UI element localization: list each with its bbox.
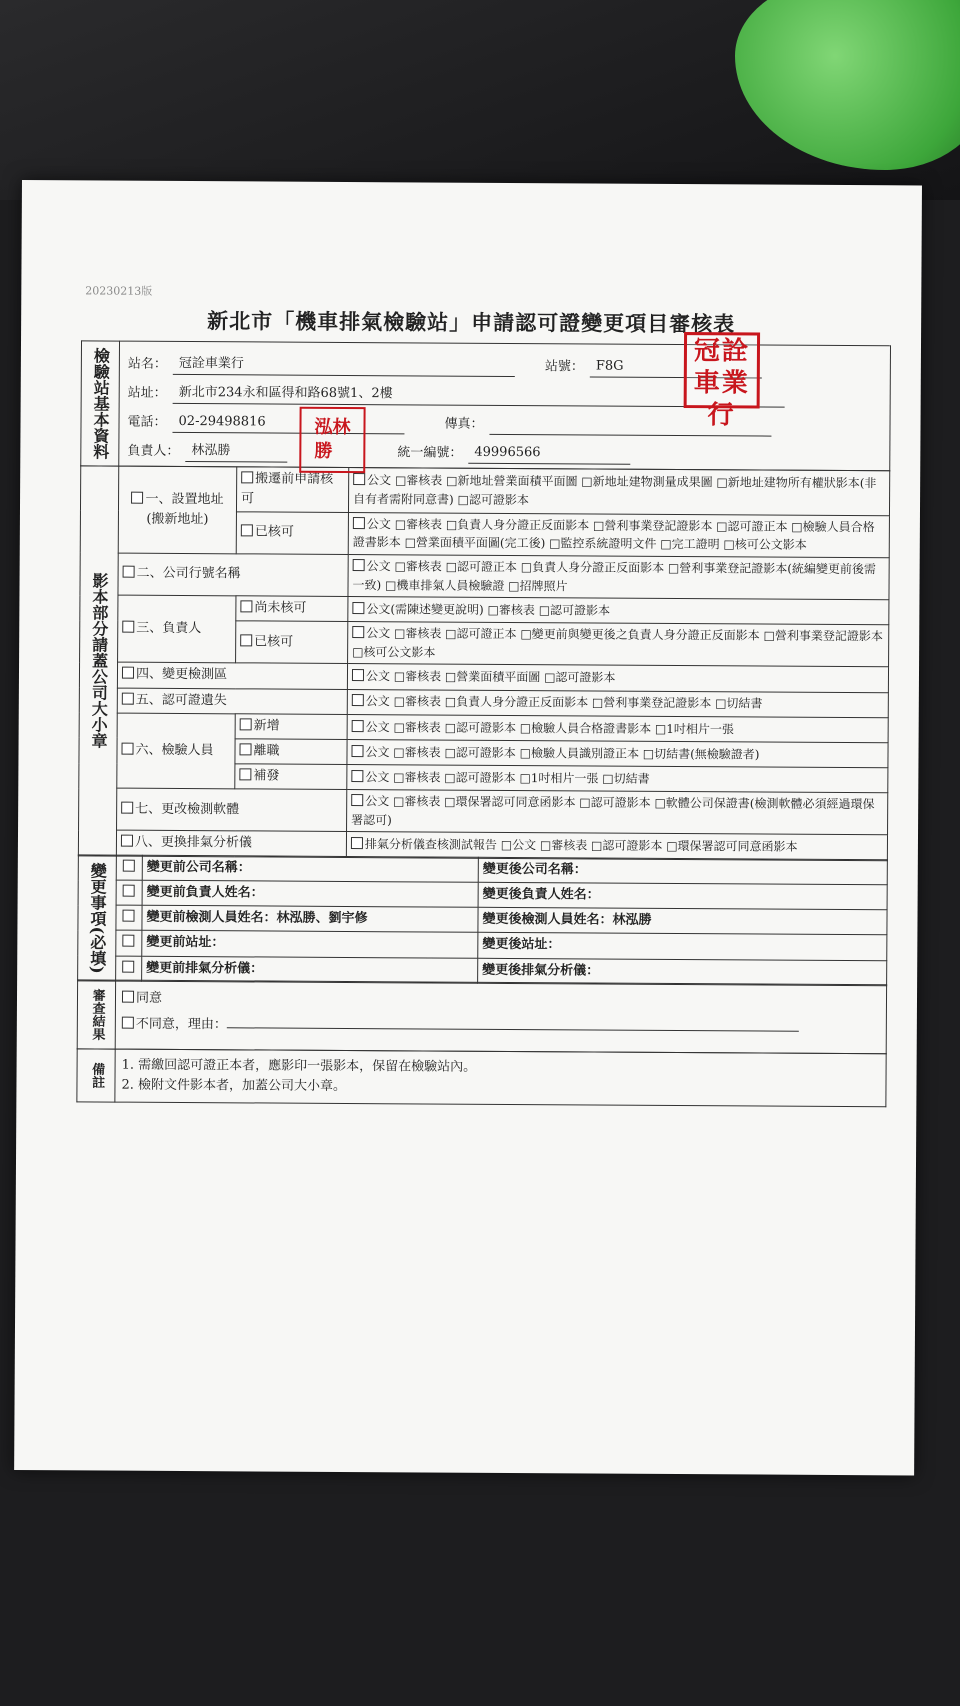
item-6a-cell [235, 714, 347, 740]
disagree-label: 不同意，理由： [135, 1016, 227, 1033]
owner-seal-stamp: 泓林 勝 [299, 407, 365, 473]
change-after[interactable]: 變更後公司名稱： [478, 857, 887, 885]
item-1a-checkbox[interactable] [241, 471, 253, 483]
address-label: 站址： [127, 385, 167, 401]
item-6c-docs: 公文 □審核表 □認可證影本 □1吋相片一張 □切結書 [365, 769, 650, 786]
address-value[interactable]: 新北市234永和區得和路68號1、2樓 [173, 383, 785, 408]
change-row-checkbox[interactable] [122, 885, 134, 897]
notes-table [76, 1048, 886, 1107]
item-3-checkbox[interactable] [122, 621, 134, 633]
item-6c-docs-cell [347, 765, 888, 793]
doc-checkbox[interactable] [351, 770, 363, 782]
item-2-label: 二、公司行號名稱 [136, 566, 241, 582]
item-4-checkbox[interactable] [122, 667, 134, 679]
change-row-checkbox[interactable] [122, 910, 134, 922]
notes-section-label: 備註 [77, 1049, 115, 1102]
item-2-checkbox[interactable] [123, 566, 135, 578]
item-1a-docs-cell [348, 467, 889, 516]
item-6b-checkbox[interactable] [239, 743, 251, 755]
item-3a-checkbox[interactable] [240, 600, 252, 612]
change-row-checkbox-cell [116, 956, 142, 981]
item-8-cell [116, 830, 346, 857]
phone-value[interactable]: 02-29498816 [172, 412, 404, 435]
owner-value[interactable]: 林泓勝 [185, 441, 287, 463]
change-before[interactable]: 變更前站址： [142, 931, 478, 958]
item-2-docs: 公文 □審核表 □認可證正本 □負責人身分證正反面影本 □營利事業登記證影本(統編變更前後需一致) □機車排氣人員檢驗證 □招牌照片 [352, 559, 876, 593]
doc-checkbox[interactable] [352, 694, 364, 706]
change-before[interactable]: 變更前負責人姓名： [142, 880, 478, 907]
change-row-checkbox-cell [116, 905, 142, 930]
station-name-value[interactable]: 冠詮車業行 [173, 354, 515, 377]
change-after[interactable]: 變更後站址： [478, 933, 887, 961]
item-1b-cell [236, 512, 348, 555]
doc-checkbox[interactable] [353, 517, 365, 529]
item-3a-docs: 公文(需陳述變更說明) □審核表 □認可證影本 [366, 602, 611, 618]
doc-checkbox[interactable] [353, 559, 365, 571]
tax-id-label: 統一編號： [397, 445, 463, 461]
phone-label: 電話： [127, 414, 167, 430]
form-title: 新北市「機車排氣檢驗站」申請認可證變更項目審核表 [207, 308, 736, 337]
item-8-checkbox[interactable] [121, 835, 133, 847]
item-1-checkbox[interactable] [132, 491, 144, 503]
item-1b-checkbox[interactable] [241, 525, 253, 537]
disagree-checkbox[interactable] [122, 1017, 134, 1029]
item-1-label: 一、設置地址 [145, 491, 224, 507]
item-3-label: 三、負責人 [136, 620, 202, 637]
item-1-cell [118, 466, 237, 554]
item-3b-label: 已核可 [254, 634, 294, 650]
doc-checkbox[interactable] [351, 794, 363, 806]
change-row-checkbox[interactable] [122, 935, 134, 947]
item-6b-docs-cell [347, 739, 888, 767]
item-6-checkbox[interactable] [121, 743, 133, 755]
item-6a-docs: 公文 □審核表 □認可證影本 □檢驗人員合格證書影本 □1吋相片一張 [365, 719, 734, 736]
item-3b-docs-cell [348, 622, 889, 667]
items-section-label: 影本部分請蓋公司大小章 [78, 465, 118, 855]
doc-checkbox[interactable] [352, 720, 364, 732]
form-version: 20230213版 [85, 284, 153, 298]
review-table [77, 980, 887, 1055]
item-1b-label: 已核可 [254, 524, 294, 540]
item-7-docs: 公文 □審核表 □環保署認可同意函影本 □認可證影本 □軟體公司保證書(檢測軟體必須經過環保署認可) [351, 794, 875, 828]
agree-label: 同意 [135, 990, 163, 1007]
item-5-cell [117, 688, 347, 715]
item-1b-docs: 公文 □審核表 □負責人身分證正反面影本 □營利事業登記證影本 □認可證正本 □檢驗人員合格證書影本 □營業面積平面圖(完工後) □監控系統證明文件 □完工證明 □核可公文影本 [352, 516, 875, 553]
doc-checkbox[interactable] [352, 602, 364, 614]
item-5-label: 五、認可證遺失 [135, 692, 227, 708]
item-6-label: 六、檢驗人員 [135, 742, 214, 759]
agree-checkbox[interactable] [122, 991, 134, 1003]
item-3b-cell [236, 621, 348, 664]
tax-id-value[interactable]: 49996566 [468, 443, 630, 465]
item-6a-docs-cell [347, 714, 888, 742]
item-6b-cell [235, 739, 347, 765]
item-6c-cell [235, 764, 347, 790]
item-3a-docs-cell [348, 597, 889, 625]
change-row-checkbox-cell [116, 931, 142, 956]
item-7-label: 七、更改檢測軟體 [135, 801, 240, 818]
change-items-table [78, 465, 890, 861]
review-section-label: 審查結果 [77, 980, 115, 1049]
change-before[interactable]: 變更前公司名稱： [142, 855, 478, 882]
disagree-reason-field[interactable] [227, 1027, 799, 1031]
item-6c-checkbox[interactable] [239, 768, 251, 780]
item-3-cell [118, 595, 236, 663]
item-4-docs: 公文 □審核表 □營業面積平面圖 □認可證影本 [365, 669, 616, 685]
item-5-docs-cell [347, 689, 888, 717]
change-after[interactable]: 變更後檢測人員姓名：林泓勝 [478, 908, 887, 936]
item-1b-docs-cell [348, 512, 889, 557]
change-row-checkbox[interactable] [122, 860, 134, 872]
note-2: 2. 檢附文件影本者，加蓋公司大小章。 [121, 1077, 347, 1094]
item-3b-docs: 公文 □審核表 □認可證正本 □變更前與變更後之負責人身分證正反面影本 □營利事業登記證影本 □核可公文影本 [352, 626, 883, 660]
item-4-docs-cell [347, 664, 888, 692]
item-1a-docs: 公文 □審核表 □新地址營業面積平面圖 □新地址建物測量成果圖 □新地址建物所有權狀影本(非自有者需附同意書) □認可證影本 [353, 473, 877, 507]
change-before[interactable]: 變更前排氣分析儀： [142, 956, 478, 983]
item-5-checkbox[interactable] [122, 692, 134, 704]
change-before[interactable]: 變更前檢測人員姓名：林泓勝、劉宇修 [142, 906, 478, 933]
item-6c-label: 補發 [253, 768, 280, 784]
change-row-checkbox-cell [116, 880, 142, 905]
item-6a-checkbox[interactable] [240, 718, 252, 730]
change-after[interactable]: 變更後負責人姓名： [478, 882, 887, 910]
item-4-cell [117, 663, 347, 690]
paper-sheet [14, 180, 922, 1475]
basic-info-label: 檢驗站基本資料 [81, 341, 120, 466]
change-after[interactable]: 變更後排氣分析儀： [478, 958, 887, 986]
doc-checkbox[interactable] [351, 837, 363, 849]
item-3a-label: 尚未核可 [254, 600, 307, 616]
change-row-checkbox-cell [116, 855, 142, 880]
item-6b-docs: 公文 □審核表 □認可證影本 □檢驗人員識別證正本 □切結書(無檢驗證者) [365, 744, 760, 762]
basic-info-table [80, 340, 891, 471]
station-name-label: 站名： [127, 356, 167, 372]
note-1: 1. 需繳回認可證正本者，應影印一張影本，保留在檢驗站內。 [121, 1057, 477, 1075]
item-6b-label: 離職 [253, 743, 280, 759]
station-no-label: 站號： [544, 359, 584, 375]
changes-section-label: 變更事項(必填) [78, 855, 117, 981]
item-7-cell [117, 788, 347, 832]
item-3a-cell [236, 596, 348, 622]
item-6a-label: 新增 [253, 718, 280, 734]
doc-checkbox[interactable] [351, 745, 363, 757]
station-no-value[interactable]: F8G [590, 356, 762, 378]
item-8-docs: 排氣分析儀查核測試報告 □公文 □審核表 □認可證影本 □環保署認可同意函影本 [364, 837, 798, 854]
doc-checkbox[interactable] [352, 626, 364, 638]
item-7-docs-cell [347, 790, 888, 835]
item-1a-cell [236, 466, 348, 512]
item-2-cell [118, 553, 348, 597]
company-seal-stamp: 冠詮 車業行 [684, 332, 760, 408]
item-3b-checkbox[interactable] [240, 634, 252, 646]
fax-label: 傳真： [444, 416, 484, 432]
item-1-sub: (搬新地址) [146, 511, 209, 527]
owner-label: 負責人： [127, 443, 180, 459]
item-2-docs-cell [348, 554, 889, 599]
item-1a-label: 搬遷前申請核可 [241, 470, 334, 507]
doc-checkbox[interactable] [352, 669, 364, 681]
item-4-label: 四、變更檢測區 [135, 667, 228, 683]
item-5-docs: 公文 □審核表 □負責人身分證正反面影本 □營利事業登記證影本 □切結書 [365, 694, 763, 711]
item-7-checkbox[interactable] [121, 801, 133, 813]
review-form [76, 340, 891, 1107]
change-details-table [77, 854, 888, 986]
item-8-label: 八、更換排氣分析儀 [134, 835, 253, 851]
doc-checkbox[interactable] [353, 473, 365, 485]
change-row-checkbox[interactable] [122, 960, 134, 972]
item-6-cell [117, 713, 235, 789]
